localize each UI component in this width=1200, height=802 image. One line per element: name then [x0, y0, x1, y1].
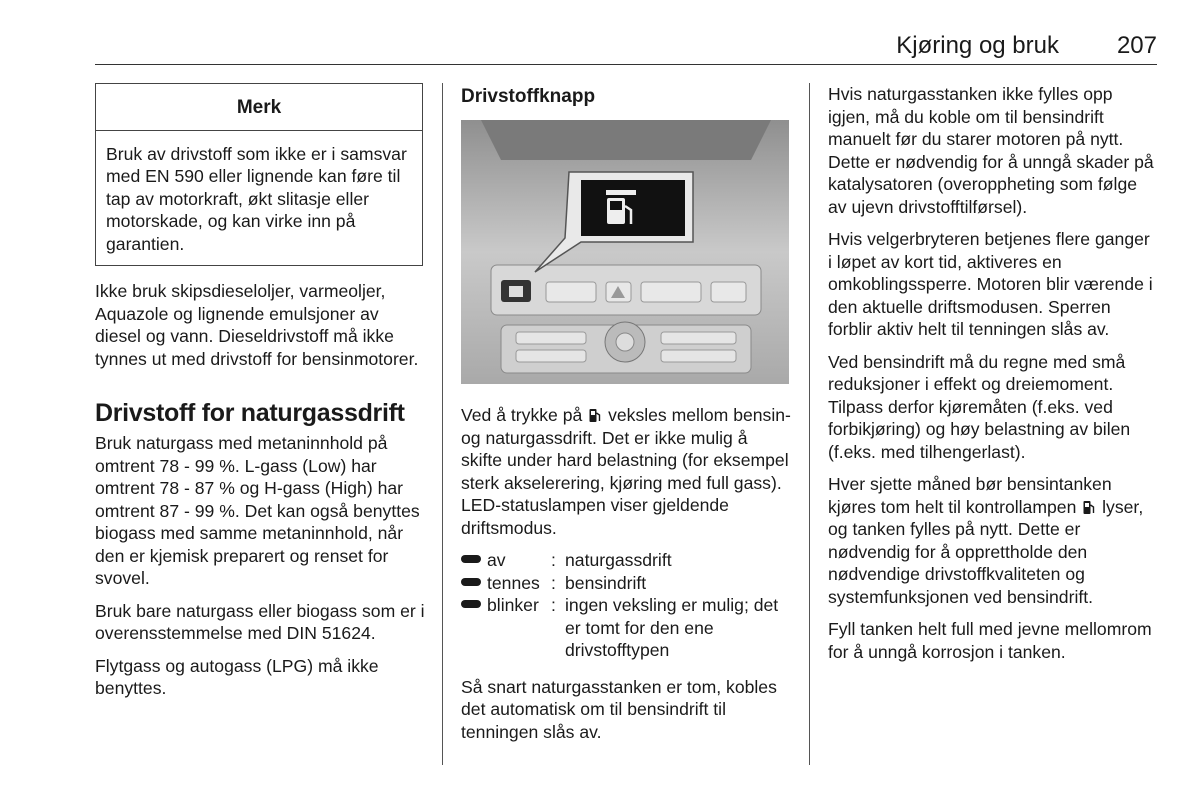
- column-middle: [461, 83, 791, 753]
- page-number: 207: [1116, 32, 1157, 59]
- paragraph: [461, 404, 791, 539]
- led-state: av: [461, 549, 551, 572]
- paragraph: Så snart naturgasstanken er tom, kobles det automatisk om til bensindrift til tenningen slås av.: [461, 676, 777, 742]
- page-header: [95, 30, 1157, 65]
- column-divider: [442, 83, 443, 765]
- note-box: [95, 83, 423, 266]
- note-title: Merk: [96, 84, 422, 131]
- center-console-photo: [461, 120, 789, 384]
- section-heading: Drivstoff for naturgassdrift: [95, 399, 405, 427]
- column-left: [95, 83, 425, 710]
- note-text: Bruk av drivstoff som ikke er i samsvar med EN 590 eller lignende kan føre til tap av motorkraft, økt slitasje eller motorskade, og kan virke inn på garantien.: [106, 143, 407, 254]
- column-divider: [809, 83, 810, 765]
- paragraph: Ved bensindrift må du regne med små reduksjoner i effekt og dreiemoment. Tilpass derfor kjøremåten (f.eks. ved forbikjøring) og høy belastning av bilen (f.eks. med tilhengerlast).: [828, 351, 1131, 462]
- led-description: ingen veksling er mulig; det er tomt for den ene drivstofftypen: [565, 595, 779, 660]
- paragraph: [828, 473, 1158, 608]
- text: Ved å trykke på: [461, 405, 583, 425]
- paragraph: Hvis naturgasstanken ikke fylles opp igjen, må du koble om til bensindrift manuelt før du starer motoren på nytt. Dette er nødvendig for å unngå skader på katalysatoren (overoppheting som følge av ujevn drivstofftilførsel).: [828, 84, 1154, 217]
- text: lyser, og tanken fylles på nytt. Dette er nødvendig for å opprettholde den nødvendige drivstoffkvaliteten og systemfunksjonen ved bensindrift.: [828, 496, 1144, 607]
- led-state: blinker: [461, 594, 551, 662]
- led-state: tennes: [461, 572, 551, 595]
- led-indicator-icon: [461, 600, 481, 608]
- paragraph: Fyll tanken helt full med jevne mellomrom for å unngå korrosjon i tanken.: [828, 619, 1152, 662]
- paragraph: Bruk bare naturgass eller biogass som er i overensstemmelse med DIN 51624.: [95, 600, 425, 643]
- led-status-table: [461, 549, 791, 662]
- separator: :: [551, 572, 556, 593]
- led-indicator-icon: [461, 555, 481, 563]
- led-indicator-icon: [461, 578, 481, 586]
- subsection-heading: Drivstoffknapp: [461, 86, 596, 107]
- fuel-pump-icon: [1083, 499, 1095, 515]
- column-right: [828, 83, 1158, 673]
- paragraph: Flytgass og autogass (LPG) må ikke benyttes.: [95, 655, 379, 698]
- section-title: Kjøring og bruk: [896, 32, 1059, 59]
- separator: :: [551, 595, 556, 615]
- paragraph: Ikke bruk skipsdieseloljer, varmeoljer, Aquazole og lignende emulsjoner av diesel og vann. Dieseldrivstoff må ikke tynnes ut med drivstoff for bensinmotorer.: [95, 281, 419, 369]
- fuel-pump-icon: [589, 407, 601, 423]
- paragraph: Hvis velgerbryteren betjenes flere ganger i løpet av kort tid, aktiveres en omkoblingssperre. Motoren blir værende i den aktuelle driftsmodusen. Sperren forblir aktiv helt til tenningen slås av.: [828, 229, 1153, 339]
- led-description: naturgassdrift: [565, 550, 672, 570]
- text: Hver sjette måned bør bensintanken kjøres tom helt til kontrollampen: [828, 474, 1112, 517]
- separator: :: [551, 550, 556, 570]
- led-description: bensindrift: [565, 572, 647, 593]
- text: veksles mellom bensin- og naturgassdrift. Det er ikke mulig å skifte under hard belastning (for eksempel sterk akselerering, kjøring med full gass). LED-statuslampen viser gjeldende driftsmodus.: [461, 405, 791, 538]
- paragraph: Bruk naturgass med metaninnhold på omtrent 78 - 99 %. L-gass (Low) har omtrent 78 - 87 % og H-gass (High) har omtrent 87 - 99 %. Det kan også benyttes biogass med samme metaninnhold, når den er kjemisk preparert og renset for svovel.: [95, 433, 420, 588]
